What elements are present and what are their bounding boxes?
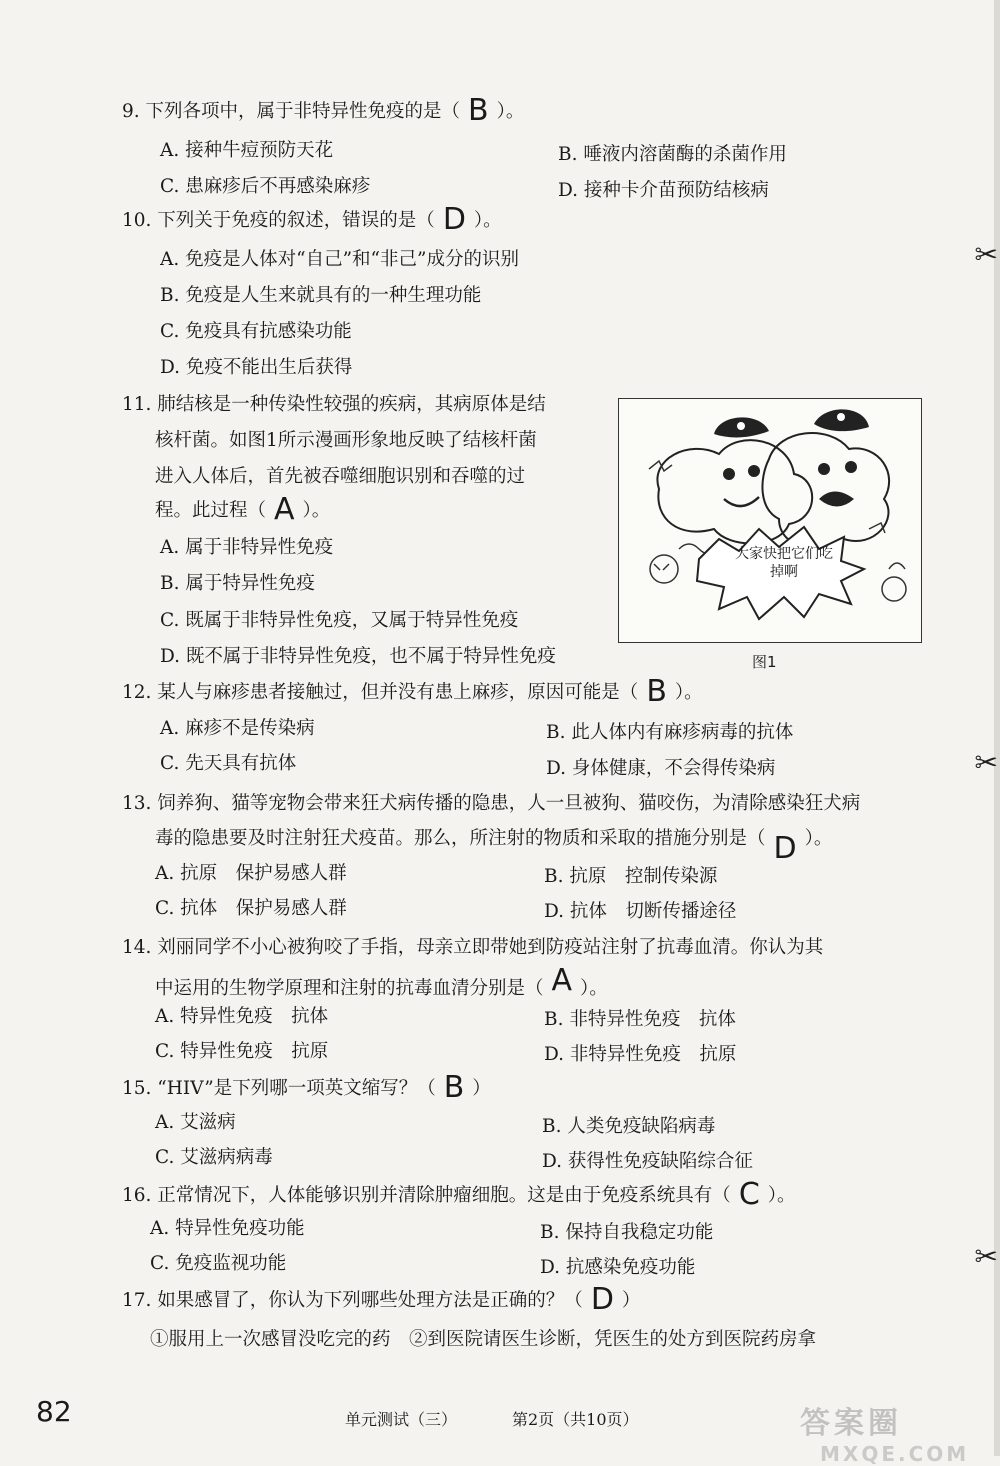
page-number: 82 bbox=[36, 1395, 72, 1428]
q9-option-b: B. 唾液内溶菌酶的杀菌作用 bbox=[558, 144, 787, 165]
q11-option-a: A. 属于非特异性免疫 bbox=[160, 537, 334, 558]
question-17-close: ） bbox=[621, 1290, 641, 1311]
scissors-icon: ✂ bbox=[974, 238, 998, 271]
question-15-stem bbox=[122, 1070, 491, 1105]
question-14-line-2 bbox=[155, 963, 608, 1001]
watermark-url: MXQE.COM bbox=[820, 1442, 970, 1466]
question-14-close: ）。 bbox=[580, 978, 608, 999]
question-11-line-3: 进入人体后，首先被吞噬细胞识别和吞噬的过 bbox=[155, 466, 526, 487]
q15-option-a: A. 艾滋病 bbox=[155, 1112, 236, 1133]
phagocyte-cartoon-image bbox=[619, 399, 921, 642]
question-10-answer: D bbox=[442, 202, 466, 237]
question-10-text: 10. 下列关于免疫的叙述，错误的是（ bbox=[122, 210, 435, 231]
question-16-answer: C bbox=[738, 1177, 760, 1212]
q13-option-c: C. 抗体 保护易感人群 bbox=[155, 898, 347, 919]
watermark-text: 答案圈 bbox=[800, 1406, 902, 1441]
q12-option-b: B. 此人体内有麻疹病毒的抗体 bbox=[546, 722, 794, 743]
question-11-line-1: 11. 肺结核是一种传染性较强的疾病，其病原体是结 bbox=[122, 394, 546, 415]
q9-option-d: D. 接种卡介苗预防结核病 bbox=[558, 180, 769, 201]
q15-option-d: D. 获得性免疫缺陷综合征 bbox=[542, 1151, 753, 1172]
q12-option-a: A. 麻疹不是传染病 bbox=[160, 718, 315, 739]
question-15-answer: B bbox=[443, 1070, 465, 1105]
footer-title: 单元测试（三） bbox=[345, 1410, 458, 1429]
question-16-close: ）。 bbox=[767, 1185, 796, 1206]
question-12-text: 12. 某人与麻疹患者接触过，但并没有患上麻疹，原因可能是（ bbox=[122, 682, 639, 703]
question-11-text: 程。此过程（ bbox=[155, 500, 267, 521]
question-14-text: 中运用的生物学原理和注射的抗毒血清分别是（ bbox=[155, 978, 544, 999]
footer-page-indicator: 第2页（共10页） bbox=[512, 1410, 639, 1429]
q16-option-b: B. 保持自我稳定功能 bbox=[540, 1222, 714, 1243]
page-edge bbox=[994, 0, 1000, 1456]
q10-option-d: D. 免疫不能出生后获得 bbox=[160, 357, 353, 378]
q11-option-d: D. 既不属于非特异性免疫，也不属于特异性免疫 bbox=[160, 646, 556, 667]
question-14-answer: A bbox=[551, 963, 573, 998]
question-11-answer: A bbox=[274, 492, 295, 527]
question-16-text: 16. 正常情况下，人体能够识别并清除肿瘤细胞。这是由于免疫系统具有（ bbox=[122, 1185, 731, 1206]
q13-option-b: B. 抗原 控制传染源 bbox=[544, 866, 718, 887]
q12-option-c: C. 先天具有抗体 bbox=[160, 753, 297, 774]
q14-option-b: B. 非特异性免疫 抗体 bbox=[544, 1009, 736, 1030]
q10-option-a: A. 免疫是人体对“自己”和“非己”成分的识别 bbox=[160, 249, 519, 270]
question-12-answer: B bbox=[646, 674, 667, 709]
question-14-line-1: 14. 刘丽同学不小心被狗咬了手指，母亲立即带她到防疫站注射了抗毒血清。你认为其 bbox=[122, 937, 824, 958]
question-10-stem bbox=[122, 202, 502, 237]
figure-1-caption: 图1 bbox=[752, 653, 777, 671]
q13-option-a: A. 抗原 保护易感人群 bbox=[155, 863, 347, 884]
question-12-stem bbox=[122, 674, 703, 709]
q16-option-c: C. 免疫监视功能 bbox=[150, 1253, 287, 1274]
watermark-logo bbox=[800, 1398, 1000, 1466]
q14-option-c: C. 特异性免疫 抗原 bbox=[155, 1041, 329, 1062]
question-11-line-4 bbox=[155, 492, 331, 527]
scissors-icon: ✂ bbox=[974, 746, 998, 779]
question-13-answer: D bbox=[773, 831, 797, 866]
q14-option-d: D. 非特异性免疫 抗原 bbox=[544, 1044, 737, 1065]
q10-option-b: B. 免疫是人生来就具有的一种生理功能 bbox=[160, 285, 482, 306]
question-9-stem bbox=[122, 93, 525, 128]
scissors-icon: ✂ bbox=[974, 1240, 998, 1273]
figure-1-cartoon bbox=[618, 398, 922, 643]
question-9-answer: B bbox=[468, 93, 489, 128]
question-16-stem bbox=[122, 1177, 796, 1212]
q16-option-a: A. 特异性免疫功能 bbox=[150, 1218, 305, 1239]
question-17-stem bbox=[122, 1282, 641, 1317]
q9-option-a: A. 接种牛痘预防天花 bbox=[160, 140, 334, 161]
question-9-text: 9. 下列各项中，属于非特异性免疫的是（ bbox=[122, 101, 461, 122]
q13-option-d: D. 抗体 切断传播途径 bbox=[544, 901, 737, 922]
q15-option-c: C. 艾滋病病毒 bbox=[155, 1147, 273, 1168]
question-15-text: 15. “HIV”是下列哪一项英文缩写？（ bbox=[122, 1078, 436, 1099]
question-9-close: ）。 bbox=[496, 101, 525, 122]
question-17-answer: D bbox=[590, 1282, 614, 1317]
question-11-line-2: 核杆菌。如图1所示漫画形象地反映了结核杆菌 bbox=[155, 430, 537, 451]
q9-option-c: C. 患麻疹后不再感染麻疹 bbox=[160, 176, 371, 197]
question-13-text: 毒的隐患要及时注射狂犬疫苗。那么，所注射的物质和采取的措施分别是（ bbox=[155, 828, 766, 849]
q14-option-a: A. 特异性免疫 抗体 bbox=[155, 1006, 329, 1027]
q12-option-d: D. 身体健康，不会得传染病 bbox=[546, 758, 776, 779]
question-13-line-1: 13. 饲养狗、猫等宠物会带来狂犬病传播的隐患，人一旦被狗、猫咬伤，为清除感染狂犬病 bbox=[122, 793, 861, 814]
q11-option-b: B. 属于特异性免疫 bbox=[160, 573, 315, 594]
question-12-close: ）。 bbox=[674, 682, 703, 703]
question-13-close: ）。 bbox=[804, 828, 833, 849]
q15-option-b: B. 人类免疫缺陷病毒 bbox=[542, 1116, 716, 1137]
q16-option-d: D. 抗感染免疫功能 bbox=[540, 1257, 696, 1278]
question-10-close: ）。 bbox=[473, 210, 502, 231]
question-11-close: ）。 bbox=[302, 500, 331, 521]
q11-option-c: C. 既属于非特异性免疫，又属于特异性免疫 bbox=[160, 610, 519, 631]
question-15-close: ） bbox=[472, 1078, 491, 1099]
question-13-line-2 bbox=[155, 827, 833, 866]
q10-option-c: C. 免疫具有抗感染功能 bbox=[160, 321, 352, 342]
figure-speech-bubble-text: 大家快把它们吃掉啊 bbox=[735, 546, 833, 580]
question-17-line-2: ①服用上一次感冒没吃完的药 ②到医院请医生诊断，凭医生的处方到医院药房拿 bbox=[150, 1329, 817, 1350]
question-17-text: 17. 如果感冒了，你认为下列哪些处理方法是正确的？（ bbox=[122, 1290, 583, 1311]
